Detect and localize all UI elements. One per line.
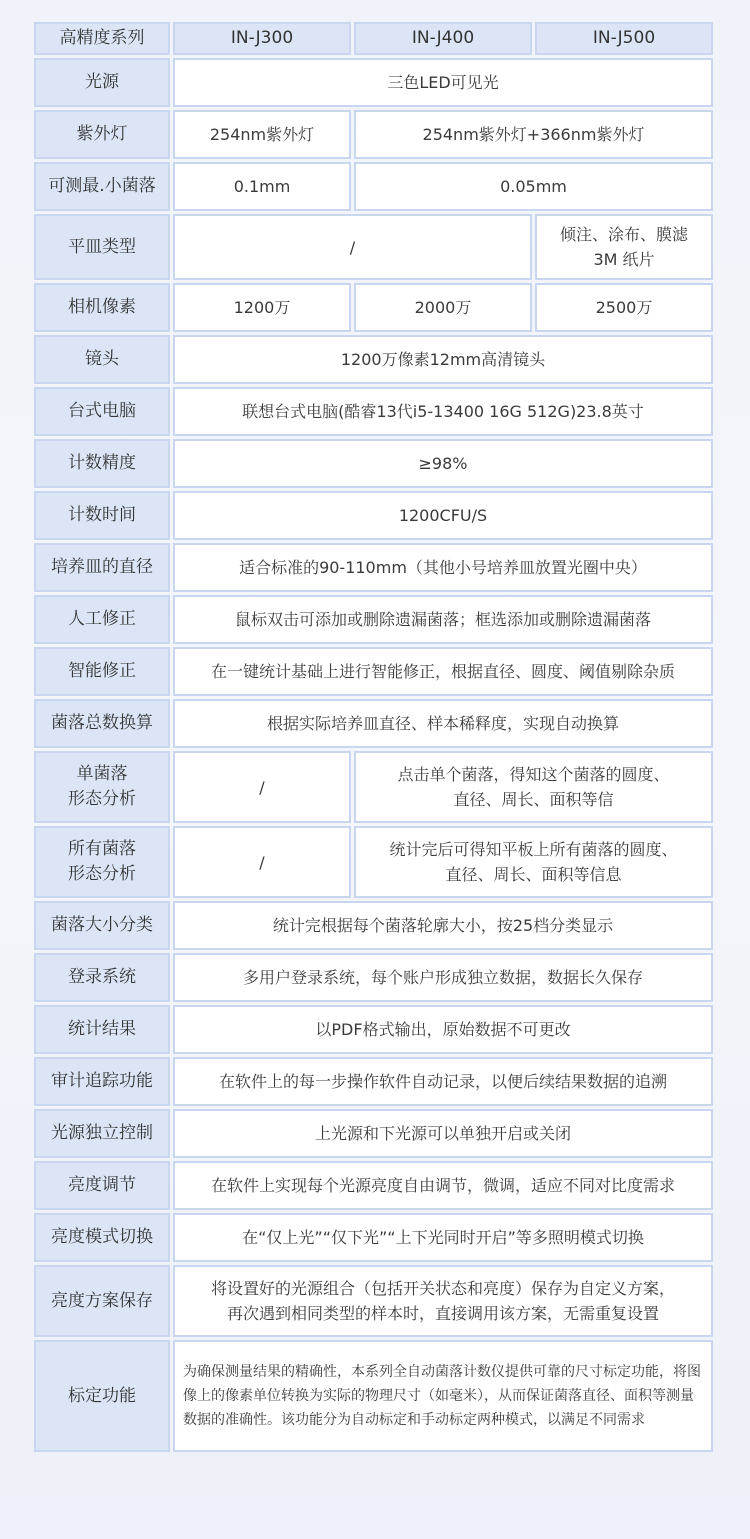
- row-value: 为确保测量结果的精确性，本系列全自动菌落计数仪提供可靠的尺寸标定功能，将图像上的像素单位转换为实际的物理尺寸（如毫米），从而保证菌落直径、面积等测量数据的准确性。该功能分为自动标定和手动标定两种模式，以满足不同需求: [173, 1340, 713, 1452]
- row-value: 将设置好的光源组合（包括开关状态和亮度）保存为自定义方案， 再次遇到相同类型的样本时，直接调用该方案，无需重复设置: [173, 1265, 713, 1337]
- row-label: 审计追踪功能: [34, 1057, 170, 1106]
- row-value: 三色LED可见光: [173, 58, 713, 107]
- row-label: 培养皿的直径: [34, 543, 170, 592]
- row-value: ≥98%: [173, 439, 713, 488]
- header-model-j300: IN-J300: [173, 22, 351, 55]
- row-value: 统计完后可得知平板上所有菌落的圆度、 直径、周长、面积等信息: [354, 826, 713, 898]
- row-value: 联想台式电脑(酷睿13代i5-13400 16G 512G)23.8英寸: [173, 387, 713, 436]
- row-value: 在一键统计基础上进行智能修正，根据直径、圆度、阈值剔除杂质: [173, 647, 713, 696]
- row-label: 所有菌落 形态分析: [34, 826, 170, 898]
- row-value: 倾注、涂布、膜滤 3M 纸片: [535, 214, 713, 280]
- row-value: 多用户登录系统，每个账户形成独立数据，数据长久保存: [173, 953, 713, 1002]
- row-label: 可测最.小菌落: [34, 162, 170, 211]
- header-series: 高精度系列: [34, 22, 170, 55]
- row-label: 紫外灯: [34, 110, 170, 159]
- row-label: 菌落总数换算: [34, 699, 170, 748]
- row-label: 相机像素: [34, 283, 170, 332]
- row-value: 2000万: [354, 283, 532, 332]
- row-value: 在软件上的每一步操作软件自动记录，以便后续结果数据的追溯: [173, 1057, 713, 1106]
- row-value: 鼠标双击可添加或删除遗漏菌落；框选添加或删除遗漏菌落: [173, 595, 713, 644]
- row-value: 上光源和下光源可以单独开启或关闭: [173, 1109, 713, 1158]
- row-value: 根据实际培养皿直径、样本稀释度，实现自动换算: [173, 699, 713, 748]
- row-value: /: [173, 826, 351, 898]
- row-label: 计数精度: [34, 439, 170, 488]
- row-label: 计数时间: [34, 491, 170, 540]
- row-value: 1200万像素12mm高清镜头: [173, 335, 713, 384]
- row-label: 光源: [34, 58, 170, 107]
- row-value: /: [173, 751, 351, 823]
- row-label: 亮度模式切换: [34, 1213, 170, 1262]
- row-value: 0.05mm: [354, 162, 713, 211]
- header-model-j400: IN-J400: [354, 22, 532, 55]
- row-label: 单菌落 形态分析: [34, 751, 170, 823]
- spec-table: [34, 22, 710, 1452]
- row-value: 以PDF格式输出，原始数据不可更改: [173, 1005, 713, 1054]
- row-label: 亮度调节: [34, 1161, 170, 1210]
- row-label: 光源独立控制: [34, 1109, 170, 1158]
- row-label: 镜头: [34, 335, 170, 384]
- row-value: /: [173, 214, 532, 280]
- row-value: 1200万: [173, 283, 351, 332]
- row-value: 254nm紫外灯+366nm紫外灯: [354, 110, 713, 159]
- row-label: 登录系统: [34, 953, 170, 1002]
- row-label: 平皿类型: [34, 214, 170, 280]
- row-value: 2500万: [535, 283, 713, 332]
- header-model-j500: IN-J500: [535, 22, 713, 55]
- row-label: 智能修正: [34, 647, 170, 696]
- row-label: 人工修正: [34, 595, 170, 644]
- row-value: 适合标准的90-110mm（其他小号培养皿放置光圈中央）: [173, 543, 713, 592]
- row-label: 统计结果: [34, 1005, 170, 1054]
- row-label: 亮度方案保存: [34, 1265, 170, 1337]
- row-label: 台式电脑: [34, 387, 170, 436]
- row-value: 统计完根据每个菌落轮廓大小，按25档分类显示: [173, 901, 713, 950]
- row-label: 菌落大小分类: [34, 901, 170, 950]
- row-value: 0.1mm: [173, 162, 351, 211]
- row-label: 标定功能: [34, 1340, 170, 1452]
- row-value: 在软件上实现每个光源亮度自由调节，微调，适应不同对比度需求: [173, 1161, 713, 1210]
- row-value: 在“仅上光”“仅下光”“上下光同时开启”等多照明模式切换: [173, 1213, 713, 1262]
- row-value: 254nm紫外灯: [173, 110, 351, 159]
- row-value: 点击单个菌落，得知这个菌落的圆度、 直径、周长、面积等信: [354, 751, 713, 823]
- row-value: 1200CFU/S: [173, 491, 713, 540]
